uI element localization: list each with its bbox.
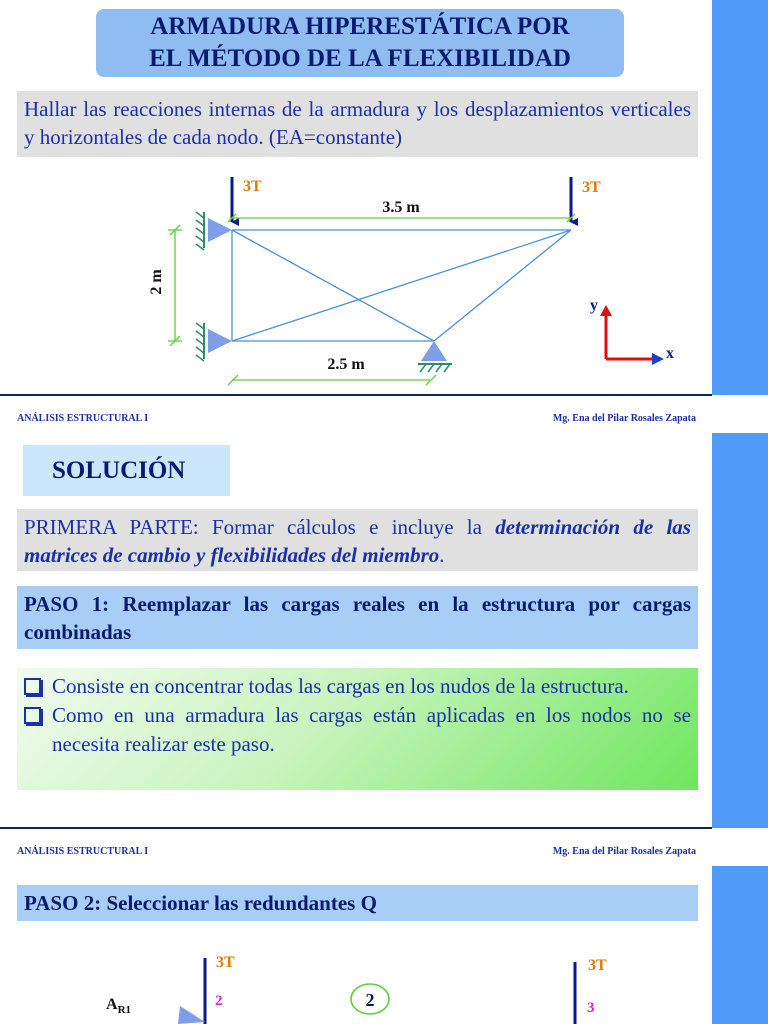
load-label-left: 3T	[243, 178, 262, 195]
axis-x-label: x	[666, 345, 674, 362]
paso-2-heading: PASO 2: Seleccionar las redundantes Q	[17, 885, 698, 921]
bullet-text-1: Consiste en concentrar todas las cargas en los nudos de la estructura.	[52, 674, 629, 698]
dim-label-top: 3.5 m	[382, 199, 420, 216]
reaction-label: $A_{R1}$	[106, 996, 132, 1016]
title-line-2: EL MÉTODO DE LA FLEXIBILIDAD	[149, 45, 571, 72]
side-bar-gap	[712, 828, 768, 866]
title-line-1: ARMADURA HIPERESTÁTICA POR	[150, 13, 570, 40]
dim-label-bottom: 2.5 m	[327, 356, 365, 373]
circled-number-label: 2	[365, 990, 375, 1010]
load-label-right: 3T	[588, 957, 607, 974]
axis-y-label: y	[590, 297, 598, 314]
bullet-text-2: Como en una armadura las cargas están aplicadas en los nodos no se necesita realizar este paso.	[52, 703, 691, 756]
load-label-right: 3T	[582, 179, 601, 196]
load-label-left: 3T	[216, 954, 235, 971]
footer-course: ANÁLISIS ESTRUCTURAL I	[17, 413, 149, 424]
member-label-right: 3	[587, 1000, 595, 1016]
member-label-left: 2	[215, 993, 223, 1009]
solution-title: SOLUCIÓN	[23, 445, 230, 496]
dim-label-left: 2 m	[148, 269, 165, 295]
primera-emphasis: determinación de las matrices de cambio y flexibilidades del miembro	[24, 515, 691, 567]
problem-statement: Hallar las reacciones internas de la armadura y los desplazamientos verticales y horizontales de cada nodo. (EA=constante)	[17, 91, 698, 157]
paso-1-heading: PASO 1: Reemplazar las cargas reales en la estructura por cargas combinadas	[17, 586, 698, 649]
footer-author: Mg. Ena del Pilar Rosales Zapata	[552, 846, 696, 857]
footer-course: ANÁLISIS ESTRUCTURAL I	[17, 846, 149, 857]
side-bar-gap	[712, 395, 768, 433]
side-bar	[712, 0, 768, 1024]
primera-prefix: PRIMERA PARTE: Formar cálculos e incluye la	[24, 515, 496, 539]
footer-author: Mg. Ena del Pilar Rosales Zapata	[552, 413, 696, 424]
pin-support	[178, 1006, 205, 1024]
primera-suffix: .	[439, 543, 445, 567]
